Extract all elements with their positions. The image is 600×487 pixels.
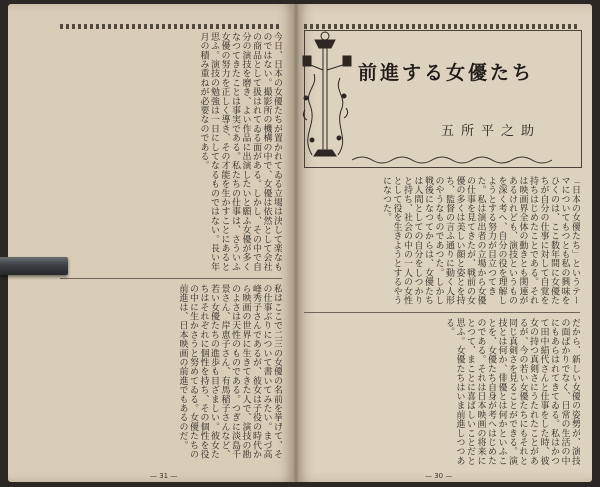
left-lower-text: 私はここで二三の女優の名前を挙げて、その仕事ぶりについて書いてみたい。まづ高峰秀子さんであるが、彼女は子役の時代から映画の世界に生きてきた人で、演技の勘のよさは天性のものである。つぎに淡島千景さん、岸恵子さん、有馬稲子さんなど、若い女優たちの進歩も目ざましい。彼女たちはそれぞれに個性を持ち、その個性を役の中に生かさうと努めてゐる。女優たちの前進は、日本映画の前進でもあるのだ。 [177,284,282,459]
article-author: 五所平之助 [441,124,542,139]
right-upper-text: 「日本の女優たち」というテーマについてもつとも私の興味をひくのは、ここ数年間に女優たちが自分の仕事に対して自覚を持ちはじめたことである。それは映画界全体の動きとも関連があるけれども、演技というものを深く考へ、自分の役を理解しようとする努力が目立つてきた。私は演出者の立場から女優の仕事を見てきたが、戦前の女優の多くは美しい顔と姿とを持ち、監督の言ふ通りに動く人形のやうなものであつた。しかし戦後になつてからは、女優たちは人間としての自分をしつかりと持ち、社会の中の一人の女性として役を生きようとするやうになつた。 [381,176,580,305]
binding-strap [0,257,68,275]
left-upper-text: 今日、日本の女優たちが置かれてゐる立場は決して楽なものではない。撮影所の機構の中で、女優は依然として会社の商品として扱はれてゐる面がある。しかし、その中で自分の演技を磨き、よい作品に出演したいと願ふ女優が多くなつてきたことは事実である。私たちの仕事は、さういふ女優の努力を正しく導き、その才能を生かすことにあると思ふ。演技の勉強は一日にしてなるものではない。長い年月の積み重ねが必要なのである。 [198,32,282,272]
right-divider [304,312,580,313]
right-page-number: — 30 — [425,472,453,480]
right-lower-text: だから、新しい女優の姿勢が、演技の面ばかりでなく、日常の生活の中にもあらはれてきてゐる。私はかつて田中絹代さんと仕事をした時、彼女の持つ真剣さにうたれたことがあるが、今の若い女優たちにもそれと同じ真剣さを見ることができる。演技とは何か、俳優とは何かといふことを、女優たち自身が考へはじめたのである。それは日本映画の将来にとつて、まことに喜ばしいことだと思ふ。女優たちはいま前進しつつある。 [444,318,580,466]
article-title: 前進する女優たち [358,62,535,84]
left-divider [60,278,282,279]
left-page-number: — 31 — [150,472,178,480]
